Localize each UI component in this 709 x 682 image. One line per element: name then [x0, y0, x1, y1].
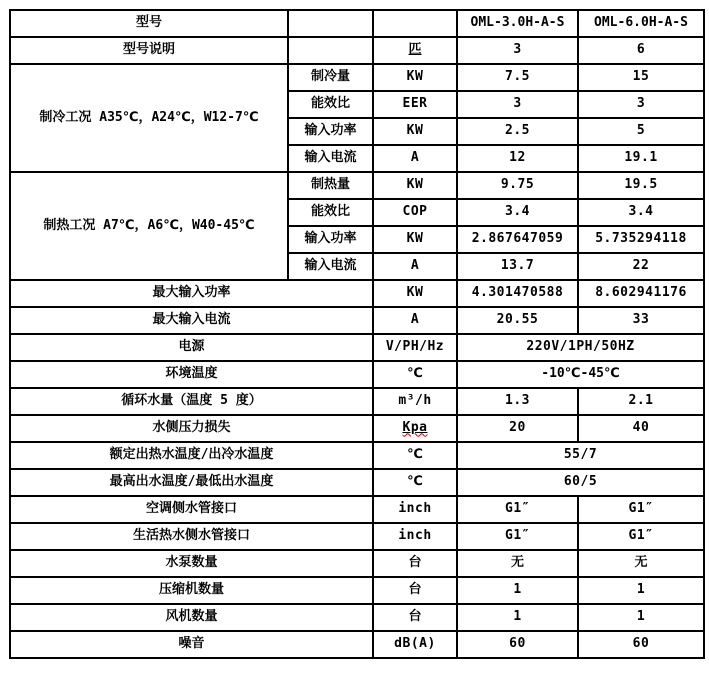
- row-label: 风机数量: [10, 604, 373, 631]
- value-cell-2: 3: [578, 91, 704, 118]
- value-cell-1: 9.75: [457, 172, 578, 199]
- sub-label: 能效比: [288, 199, 373, 226]
- value-cell-2: 22: [578, 253, 704, 280]
- unit-cell: inch: [373, 523, 457, 550]
- unit-text: 匹: [408, 42, 422, 58]
- value-cell-1: 3: [457, 37, 578, 64]
- unit-cell: ℃: [373, 469, 457, 496]
- table-row: [10, 334, 704, 361]
- table-row: [10, 604, 704, 631]
- row-label: 空调侧水管接口: [10, 496, 373, 523]
- unit-cell: [373, 415, 457, 442]
- table-row: [10, 388, 704, 415]
- unit-cell: dB(A): [373, 631, 457, 658]
- value-cell-1: 无: [457, 550, 578, 577]
- table-row: [10, 361, 704, 388]
- unit-cell: EER: [373, 91, 457, 118]
- heating-condition-label: 制热工况 A7℃，A6℃，W40-45℃: [10, 172, 288, 280]
- empty-cell: [288, 10, 373, 37]
- value-cell-1: 1: [457, 604, 578, 631]
- table-row: [10, 415, 704, 442]
- unit-cell: A: [373, 253, 457, 280]
- unit-cell: inch: [373, 496, 457, 523]
- value-cell-1: 1.3: [457, 388, 578, 415]
- merged-value-cell: 55/7: [457, 442, 704, 469]
- value-cell-1: 2.867647059: [457, 226, 578, 253]
- merged-value-cell: 220V/1PH/50HZ: [457, 334, 704, 361]
- unit-cell: COP: [373, 199, 457, 226]
- sub-label: 输入功率: [288, 118, 373, 145]
- value-cell-2: 3.4: [578, 199, 704, 226]
- empty-cell: [288, 37, 373, 64]
- value-cell-1: 3.4: [457, 199, 578, 226]
- row-label: 水侧压力损失: [10, 415, 373, 442]
- unit-cell: KW: [373, 64, 457, 91]
- table-row: [10, 37, 704, 64]
- spec-table: [9, 9, 705, 659]
- unit-text: Kpa: [402, 420, 428, 436]
- row-label: 最大输入电流: [10, 307, 373, 334]
- table-row: [10, 10, 704, 37]
- value-cell-2: 19.1: [578, 145, 704, 172]
- unit-cell: 台: [373, 550, 457, 577]
- unit-cell: KW: [373, 226, 457, 253]
- row-label: 压缩机数量: [10, 577, 373, 604]
- row-label: 型号: [10, 10, 288, 37]
- sub-label: 输入电流: [288, 253, 373, 280]
- unit-cell: 台: [373, 577, 457, 604]
- table-row: [10, 523, 704, 550]
- row-label: 最高出水温度/最低出水温度: [10, 469, 373, 496]
- value-cell-2: 1: [578, 604, 704, 631]
- unit-cell: A: [373, 307, 457, 334]
- value-cell-2: G1″: [578, 523, 704, 550]
- row-label: 型号说明: [10, 37, 288, 64]
- unit-cell: m³/h: [373, 388, 457, 415]
- value-cell-1: 12: [457, 145, 578, 172]
- value-cell-2: 19.5: [578, 172, 704, 199]
- row-label: 额定出热水温度/出冷水温度: [10, 442, 373, 469]
- row-label: 电源: [10, 334, 373, 361]
- value-cell-2: 1: [578, 577, 704, 604]
- unit-cell: KW: [373, 118, 457, 145]
- unit-cell: [373, 37, 457, 64]
- value-cell-1: 20: [457, 415, 578, 442]
- row-label: 最大输入功率: [10, 280, 373, 307]
- value-cell-1: 2.5: [457, 118, 578, 145]
- value-cell-2: 5: [578, 118, 704, 145]
- model-name-2: OML-6.0H-A-S: [578, 10, 704, 37]
- value-cell-1: 13.7: [457, 253, 578, 280]
- table-row: [10, 307, 704, 334]
- row-label: 噪音: [10, 631, 373, 658]
- cooling-condition-label: 制冷工况 A35℃，A24℃，W12-7℃: [10, 64, 288, 172]
- value-cell-2: 6: [578, 37, 704, 64]
- unit-cell: ℃: [373, 361, 457, 388]
- row-label: 环境温度: [10, 361, 373, 388]
- unit-cell: KW: [373, 172, 457, 199]
- merged-value-cell: 60/5: [457, 469, 704, 496]
- unit-cell: KW: [373, 280, 457, 307]
- unit-cell: V/PH/Hz: [373, 334, 457, 361]
- sub-label: 输入功率: [288, 226, 373, 253]
- merged-value-cell: -10℃-45℃: [457, 361, 704, 388]
- spellcheck-wavy-underline: [403, 420, 428, 435]
- model-name-1: OML-3.0H-A-S: [457, 10, 578, 37]
- unit-cell: 台: [373, 604, 457, 631]
- row-label: 水泵数量: [10, 550, 373, 577]
- value-cell-1: 1: [457, 577, 578, 604]
- value-cell-1: 3: [457, 91, 578, 118]
- sub-label: 能效比: [288, 91, 373, 118]
- value-cell-1: G1″: [457, 496, 578, 523]
- unit-cell: A: [373, 145, 457, 172]
- value-cell-1: 60: [457, 631, 578, 658]
- value-cell-1: 20.55: [457, 307, 578, 334]
- table-row: [10, 280, 704, 307]
- table-row: [10, 631, 704, 658]
- table-row: [10, 442, 704, 469]
- value-cell-2: 15: [578, 64, 704, 91]
- row-label: 循环水量（温度 5 度）: [10, 388, 373, 415]
- value-cell-1: G1″: [457, 523, 578, 550]
- value-cell-2: 无: [578, 550, 704, 577]
- value-cell-2: 5.735294118: [578, 226, 704, 253]
- sub-label: 输入电流: [288, 145, 373, 172]
- value-cell-1: 4.301470588: [457, 280, 578, 307]
- empty-cell: [373, 10, 457, 37]
- value-cell-2: 33: [578, 307, 704, 334]
- table-row: [10, 469, 704, 496]
- sub-label: 制冷量: [288, 64, 373, 91]
- value-cell-2: 2.1: [578, 388, 704, 415]
- table-row: [10, 496, 704, 523]
- sub-label: 制热量: [288, 172, 373, 199]
- table-row: [10, 172, 704, 199]
- table-row: [10, 577, 704, 604]
- table-row: [10, 64, 704, 91]
- value-cell-2: G1″: [578, 496, 704, 523]
- value-cell-2: 40: [578, 415, 704, 442]
- row-label: 生活热水侧水管接口: [10, 523, 373, 550]
- value-cell-2: 60: [578, 631, 704, 658]
- value-cell-2: 8.602941176: [578, 280, 704, 307]
- value-cell-1: 7.5: [457, 64, 578, 91]
- table-row: [10, 550, 704, 577]
- unit-cell: ℃: [373, 442, 457, 469]
